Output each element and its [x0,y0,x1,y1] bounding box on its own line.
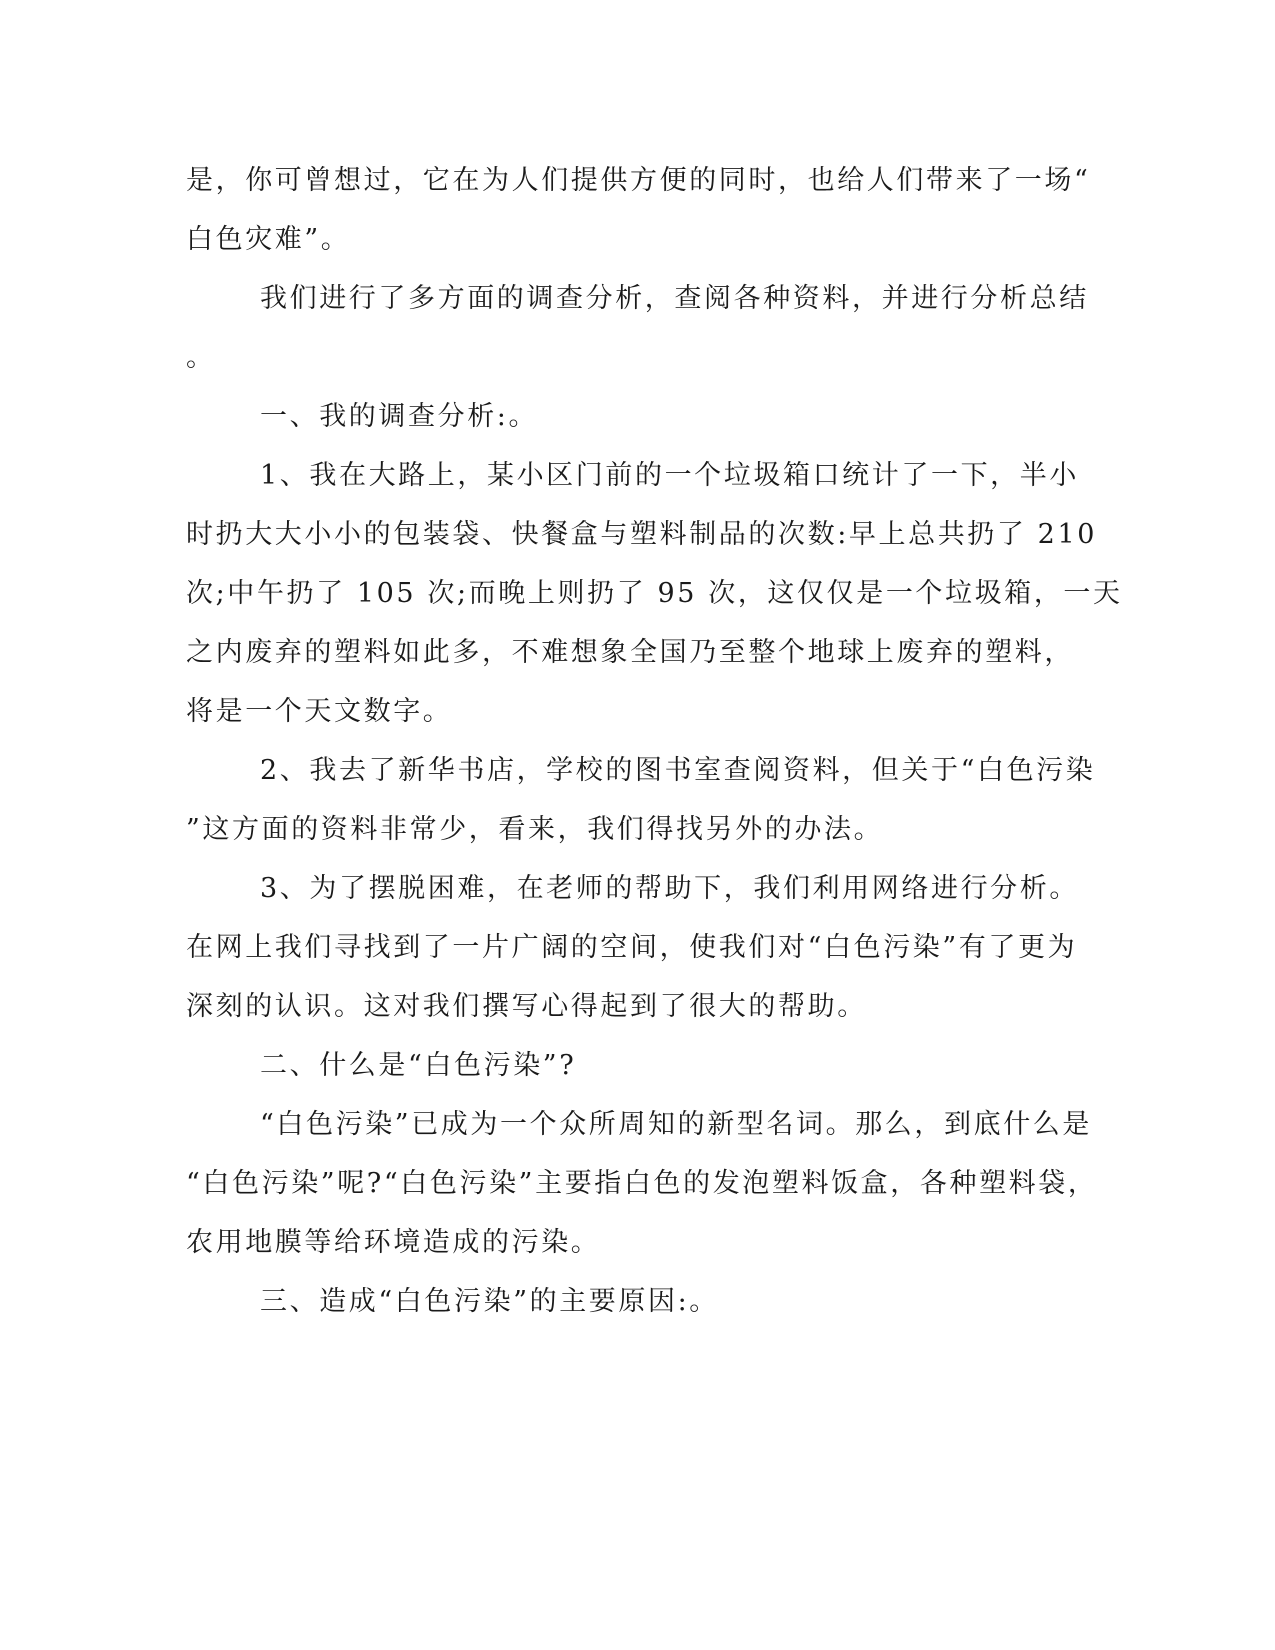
text-line: 白色灾难”。 [186,224,351,255]
text-line: 将是一个天文数字。 [186,696,453,727]
section-heading: 二、什么是“白色污染”? [260,1050,577,1081]
text-line: “白色污染”呢?“白色污染”主要指白色的发泡塑料饭盒，各种塑料袋， [186,1168,1098,1199]
section-heading: 一、我的调查分析:。 [260,401,539,432]
section-heading: 三、造成“白色污染”的主要原因:。 [260,1286,719,1317]
text-line: ”这方面的资料非常少，看来，我们得找另外的办法。 [186,814,884,845]
paragraph-first-line: 2、我去了新华书店，学校的图书室查阅资料，但关于“白色污染 [260,755,1096,786]
text-line: 时扔大大小小的包装袋、快餐盒与塑料制品的次数:早上总共扔了 210 [186,519,1098,550]
paragraph-first-line: “白色污染”已成为一个众所周知的新型名词。那么，到底什么是 [260,1109,1093,1140]
text-line: 深刻的认识。这对我们撰写心得起到了很大的帮助。 [186,991,867,1022]
text-line: 农用地膜等给环境造成的污染。 [186,1227,601,1258]
text-line: 是，你可曾想过，它在为人们提供方便的同时，也给人们带来了一场“ [186,165,1091,196]
paragraph-first-line: 1、我在大路上，某小区门前的一个垃圾箱口统计了一下，半小 [260,460,1079,491]
text-line: 之内废弃的塑料如此多，不难想象全国乃至整个地球上废弃的塑料， [186,637,1074,668]
text-line: 。 [186,342,216,373]
text-line: 次;中午扔了 105 次;而晚上则扔了 95 次，这仅仅是一个垃圾箱，一天 [186,578,1123,609]
text-line: 在网上我们寻找到了一片广阔的空间，使我们对“白色污染”有了更为 [186,932,1078,963]
paragraph-first-line: 我们进行了多方面的调查分析，查阅各种资料，并进行分析总结 [260,283,1089,314]
paragraph-first-line: 3、为了摆脱困难，在老师的帮助下，我们利用网络进行分析。 [260,873,1079,904]
